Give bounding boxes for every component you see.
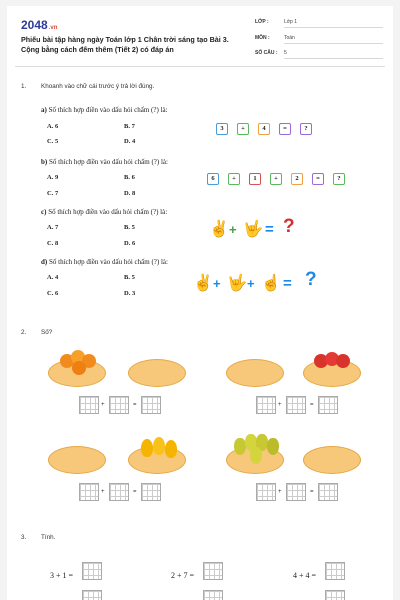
section2-number: 2. xyxy=(21,329,27,336)
eq-a-term2: 4 xyxy=(258,123,270,135)
question-b: b) Số thích hợp điền vào dấu hỏi chấm (?) là: xyxy=(41,158,168,166)
question-a: a) Số thích hợp điền vào dấu hỏi chấm (?) là: xyxy=(41,106,168,114)
orange-fruit xyxy=(72,361,86,375)
plate-empty xyxy=(48,446,106,474)
answer-grid[interactable] xyxy=(256,483,276,501)
pear-fruit xyxy=(267,438,279,455)
equals-operator: = xyxy=(133,489,137,495)
worksheet-title: Phiếu bài tập hàng ngày Toán lớp 1 Chân trời sáng tạo Bài 3. Cộng bằng cách đếm thêm (Tiết 2) có đáp án xyxy=(21,35,229,54)
worksheet-page xyxy=(7,6,393,600)
plate-empty xyxy=(128,359,186,387)
plus-sign-icon: + xyxy=(247,276,255,291)
eq-a-term1: 3 xyxy=(216,123,228,135)
divider xyxy=(15,66,385,67)
meta-label-count: SỐ CÂU : xyxy=(255,50,278,56)
two-fingers-hand-icon: ✌ xyxy=(193,275,213,292)
answer-grid[interactable] xyxy=(79,483,99,501)
option-a-B[interactable]: B. 7 xyxy=(124,123,135,130)
two-fingers-hand-icon: ✌ xyxy=(209,221,229,238)
expression-3: 4 + 4 = xyxy=(293,571,317,580)
equals-operator: = xyxy=(133,402,137,408)
option-b-C[interactable]: C. 7 xyxy=(47,190,59,197)
plate-empty xyxy=(226,359,284,387)
three-fingers-hand-icon: 🤟 xyxy=(227,275,247,292)
eq-a-unknown: ? xyxy=(300,123,312,135)
option-c-D[interactable]: D. 6 xyxy=(124,240,136,247)
answer-grid[interactable] xyxy=(141,483,161,501)
plus-operator: + xyxy=(278,489,282,495)
expression-1: 3 + 1 = xyxy=(50,571,74,580)
equals-sign-icon: = xyxy=(265,221,274,238)
eq-b-term1: 6 xyxy=(207,173,219,185)
answer-grid[interactable] xyxy=(286,483,306,501)
eq-b-op2: + xyxy=(270,173,282,185)
answer-grid[interactable] xyxy=(82,562,102,580)
option-d-D[interactable]: D. 3 xyxy=(124,290,136,297)
question-mark-icon: ? xyxy=(305,269,317,290)
option-a-D[interactable]: D. 4 xyxy=(124,138,136,145)
section3-number: 3. xyxy=(21,534,27,541)
expression-2: 2 + 7 = xyxy=(171,571,195,580)
answer-grid[interactable] xyxy=(286,396,306,414)
tomato-fruit xyxy=(336,354,350,368)
meta-label-subject: MÔN : xyxy=(255,35,270,41)
section3-label: Tính. xyxy=(41,534,56,541)
option-a-C[interactable]: C. 5 xyxy=(47,138,59,145)
answer-grid[interactable] xyxy=(109,396,129,414)
meta-label-class: LỚP : xyxy=(255,19,269,25)
answer-grid[interactable] xyxy=(141,396,161,414)
plus-operator: + xyxy=(278,402,282,408)
pear-fruit xyxy=(250,447,262,464)
answer-grid[interactable] xyxy=(109,483,129,501)
answer-grid[interactable] xyxy=(318,396,338,414)
one-finger-hand-icon: ☝ xyxy=(261,275,281,292)
option-d-B[interactable]: B. 5 xyxy=(124,274,135,281)
site-logo[interactable]: 2048.vn xyxy=(21,18,58,32)
answer-grid[interactable] xyxy=(203,562,223,580)
question-c: c) Số thích hợp điền vào dấu hỏi chấm (?) là: xyxy=(41,208,168,216)
meta-value-count: 5 xyxy=(284,50,383,59)
answer-grid[interactable] xyxy=(325,562,345,580)
option-c-A[interactable]: A. 7 xyxy=(47,224,59,231)
meta-value-subject: Toán xyxy=(284,35,383,44)
equals-sign-icon: = xyxy=(283,275,292,292)
mango-fruit xyxy=(165,440,177,458)
option-c-B[interactable]: B. 5 xyxy=(124,224,135,231)
option-d-A[interactable]: A. 4 xyxy=(47,274,59,281)
section2-label: Số? xyxy=(41,329,53,336)
plus-sign-icon: + xyxy=(229,222,237,237)
eq-b-unknown: ? xyxy=(333,173,345,185)
equals-operator: = xyxy=(310,402,314,408)
option-b-B[interactable]: B. 6 xyxy=(124,174,135,181)
mango-fruit xyxy=(153,437,165,455)
plus-operator: + xyxy=(101,489,105,495)
option-c-C[interactable]: C. 8 xyxy=(47,240,59,247)
eq-b-eq: = xyxy=(312,173,324,185)
eq-a-op1: + xyxy=(237,123,249,135)
three-fingers-hand-icon: 🤟 xyxy=(243,221,263,238)
answer-grid[interactable] xyxy=(325,590,345,600)
answer-grid[interactable] xyxy=(203,590,223,600)
answer-grid[interactable] xyxy=(318,483,338,501)
eq-b-term3: 2 xyxy=(291,173,303,185)
section1-instruction: Khoanh vào chữ cái trước ý trả lời đúng. xyxy=(41,83,155,90)
section1-number: 1. xyxy=(21,83,27,90)
option-b-A[interactable]: A. 9 xyxy=(47,174,59,181)
equals-operator: = xyxy=(310,489,314,495)
eq-b-op1: + xyxy=(228,173,240,185)
eq-b-term2: 1 xyxy=(249,173,261,185)
option-d-C[interactable]: C. 6 xyxy=(47,290,59,297)
answer-grid[interactable] xyxy=(82,590,102,600)
plus-operator: + xyxy=(101,402,105,408)
plate-empty xyxy=(303,446,361,474)
question-mark-icon: ? xyxy=(283,216,295,237)
mango-fruit xyxy=(141,439,153,457)
plus-sign-icon: + xyxy=(213,276,221,291)
answer-grid[interactable] xyxy=(256,396,276,414)
eq-a-eq: = xyxy=(279,123,291,135)
option-a-A[interactable]: A. 6 xyxy=(47,123,59,130)
option-b-D[interactable]: D. 8 xyxy=(124,190,136,197)
meta-value-class: Lớp 1 xyxy=(284,19,383,28)
question-d: d) Số thích hợp điền vào dấu hỏi chấm (?) là: xyxy=(41,258,168,266)
answer-grid[interactable] xyxy=(79,396,99,414)
